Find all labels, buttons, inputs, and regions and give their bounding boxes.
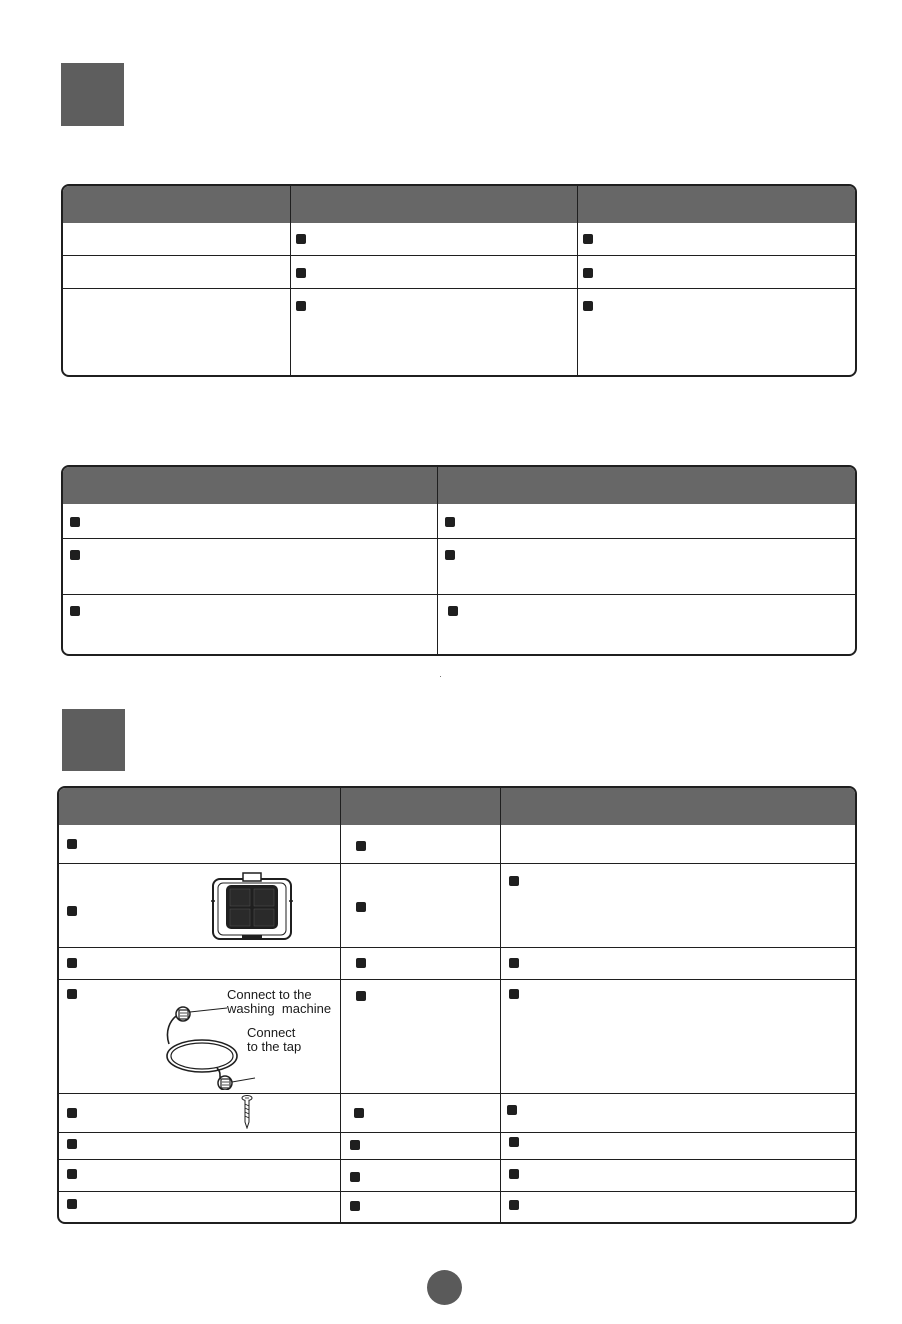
bullet bbox=[67, 1108, 77, 1118]
bullet bbox=[350, 1201, 360, 1211]
section-badge-2 bbox=[62, 709, 125, 771]
bullet bbox=[70, 517, 80, 527]
bullet bbox=[509, 876, 519, 886]
bullet bbox=[296, 268, 306, 278]
table-2 bbox=[61, 465, 857, 656]
bullet bbox=[356, 958, 366, 968]
bullet bbox=[356, 841, 366, 851]
bullet bbox=[350, 1172, 360, 1182]
bullet bbox=[67, 989, 77, 999]
bullet bbox=[67, 839, 77, 849]
accessories-table bbox=[57, 786, 857, 1224]
bullet bbox=[70, 550, 80, 560]
bullet bbox=[509, 1169, 519, 1179]
table-1-header bbox=[63, 186, 855, 223]
bullet bbox=[448, 606, 458, 616]
bullet bbox=[509, 989, 519, 999]
inlet-hose-icon bbox=[157, 1006, 257, 1090]
bullet bbox=[350, 1140, 360, 1150]
bullet bbox=[583, 268, 593, 278]
bullet bbox=[67, 1139, 77, 1149]
bullet bbox=[445, 517, 455, 527]
bullet bbox=[583, 234, 593, 244]
accessories-table-header bbox=[59, 788, 855, 825]
bullet bbox=[67, 1199, 77, 1209]
bullet bbox=[70, 606, 80, 616]
bullet bbox=[67, 1169, 77, 1179]
bullet bbox=[509, 1200, 519, 1210]
bullet bbox=[356, 902, 366, 912]
bullet bbox=[296, 301, 306, 311]
bullet bbox=[507, 1105, 517, 1115]
bullet bbox=[583, 301, 593, 311]
hose-tap-end-label: Connect to the tap bbox=[247, 1025, 302, 1054]
screw-icon bbox=[241, 1095, 253, 1129]
section-badge-1 bbox=[61, 63, 124, 126]
table-1 bbox=[61, 184, 857, 377]
bullet bbox=[509, 958, 519, 968]
bullet bbox=[67, 958, 77, 968]
bullet bbox=[509, 1137, 519, 1147]
page-number-badge bbox=[427, 1270, 462, 1305]
bullet bbox=[356, 991, 366, 1001]
bullet bbox=[354, 1108, 364, 1118]
hose-machine-end-label: Connect to the washing machine bbox=[227, 987, 332, 1016]
table-2-header bbox=[63, 467, 855, 504]
bullet bbox=[67, 906, 77, 916]
bullet bbox=[296, 234, 306, 244]
bullet bbox=[445, 550, 455, 560]
inlet-filter-icon bbox=[209, 871, 295, 943]
